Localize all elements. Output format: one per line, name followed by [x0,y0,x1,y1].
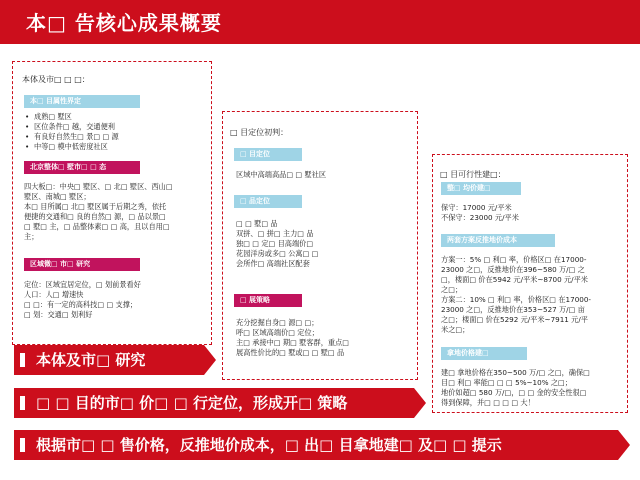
text-line: 展高性价比的□ 墅或□ □ 墅□ 品 [236,348,345,357]
text-line: 方案一：5% □ 利□ 率，价格区□ 在17000- [441,255,587,264]
text-line: 区域中高端高品□ □ 墅社区 [236,170,327,179]
text-line: 23000 之□，反推地价在353~527 万/□ 亩 [441,305,585,314]
text-line: 充分挖掘自身□ 源□ □； [236,318,319,327]
text-line: 便捷的交通和□ 良的自然□ 源，□ 品以景□ [24,212,166,221]
text-line: 保守：17000 元/平米 [441,203,512,212]
banner-label: 本体及市□ 研究 [36,351,146,369]
project-positioning-chip: □ 目定位 [234,148,302,161]
text-line: 会所作□ 高端社区配套 [236,259,310,268]
beijing-villa-market-chip: 北京整体□ 墅市□ □ 态 [24,161,140,174]
project-attributes-chip: 本□ 目属性界定 [24,95,140,108]
banner-label: □ □ 目的市□ 价□ □ 行定位，形成开□ 策略 [36,394,348,412]
text-line: 本□ 目所属□ 北□ 墅区属于后期之秀，依托 [24,202,167,211]
project-positioning-text [236,170,326,180]
list-item: • 有良好自然生□ 景□ □ 源 [24,132,119,142]
text-line: 主； [24,232,39,241]
text-line: 目□ 利□ 率能□ □ □ 5%~10% 之□； [441,378,572,387]
project-attributes-list [24,112,119,152]
text-line: 建□ 拿地价格在350~500 万/□ 之□，确保□ [441,368,590,377]
regional-micro-market-text [24,280,141,320]
text-line: 之□； [441,285,463,294]
banner-marker [20,438,25,452]
text-line: 双拼、□ 拼□ 主力□ 品 [236,229,314,238]
banner-marker [20,396,25,410]
text-line: 主□ 承接中□ 期□ 墅客群，重点□ [236,338,350,347]
text-line: 之□；楼面□ 价在5292 元/平米~7911 元/平 [441,315,588,324]
land-cost-schemes-text [441,255,591,335]
list-item: • 中等□ 模中低密度社区 [24,142,119,152]
banner-positioning [14,388,426,418]
text-line: 方案二：10% □ 利□ 率，价格区□ 在17000- [441,295,592,304]
text-line: □ 墅□ 主，□ 品整体素□ □ 高，且以自用□ [24,222,170,231]
development-strategy-text [236,318,349,358]
banner-market-study [14,345,216,375]
text-line: 得到保障，并□ □ □ □ 大！ [441,398,535,407]
text-line: 呼□ 区域高端价□ 定位； [236,328,319,337]
development-strategy-chip: □ 展策略 [234,294,302,307]
text-line: □ □：有一定的高科技□ □ 支撑； [24,300,138,309]
text-line: 花园洋房或多□ 公寓□ □ [236,249,319,258]
land-price-advice-text [441,368,590,408]
text-line: 23000 之□，反推地价在396~580 万/□ 之 [441,265,585,274]
page-title: 本□ 告核心成果概要 [26,11,222,35]
product-positioning-text [236,219,318,269]
land-price-advice-chip: 拿地价格建□ [441,347,527,360]
text-line: 墅区、南城□ 墅区； [24,192,91,201]
feasibility-heading: □ 目可行性建□： [440,170,506,179]
text-line: □，楼面□ 价在5942 元/平米~8700 元/平米 [441,275,588,284]
text-line: 四大板□：中央□ 墅区、□ 北□ 墅区、西山□ [24,182,173,191]
banner-marker [20,353,25,367]
product-positioning-chip: □ 品定位 [234,195,302,208]
list-item: • 成熟□ 墅区 [24,112,119,122]
list-item: • 区位条件□ 越，交通便利 [24,122,119,132]
text-line: □ □ 墅□ 品 [236,219,278,228]
regional-micro-market-chip: 区域微□ 市□ 研究 [24,258,140,271]
average-price-text [441,203,519,223]
text-line: 独□ □ 定□ 目高端价□ [236,239,314,248]
average-price-chip: 整□ 均价建□ [441,182,521,195]
text-line: □ 划：交通□ 划利好 [24,310,93,319]
land-cost-schemes-chip: 两套方案反推地价成本 [441,234,555,247]
title-bar [0,0,640,44]
text-line: 地价如超□ 580 万/□，□ □ 金的安全性很□ [441,388,587,397]
text-line: 米之□； [441,325,470,334]
text-line: 定位：区域宜居定位，□ 划前景看好 [24,280,141,289]
banner-land-cost [14,430,630,460]
beijing-villa-market-text [24,182,173,242]
text-line: 不保守：23000 元/平米 [441,213,519,222]
market-study-heading: 本体及市□ □ □： [22,75,90,84]
positioning-heading: □ 目定位初判： [230,128,289,137]
banner-label: 根据市□ □ 售价格，反推地价成本，□ 出□ 目拿地建□ 及□ □ 提示 [36,436,502,454]
text-line: 人口：人□ 增速快 [24,290,84,299]
